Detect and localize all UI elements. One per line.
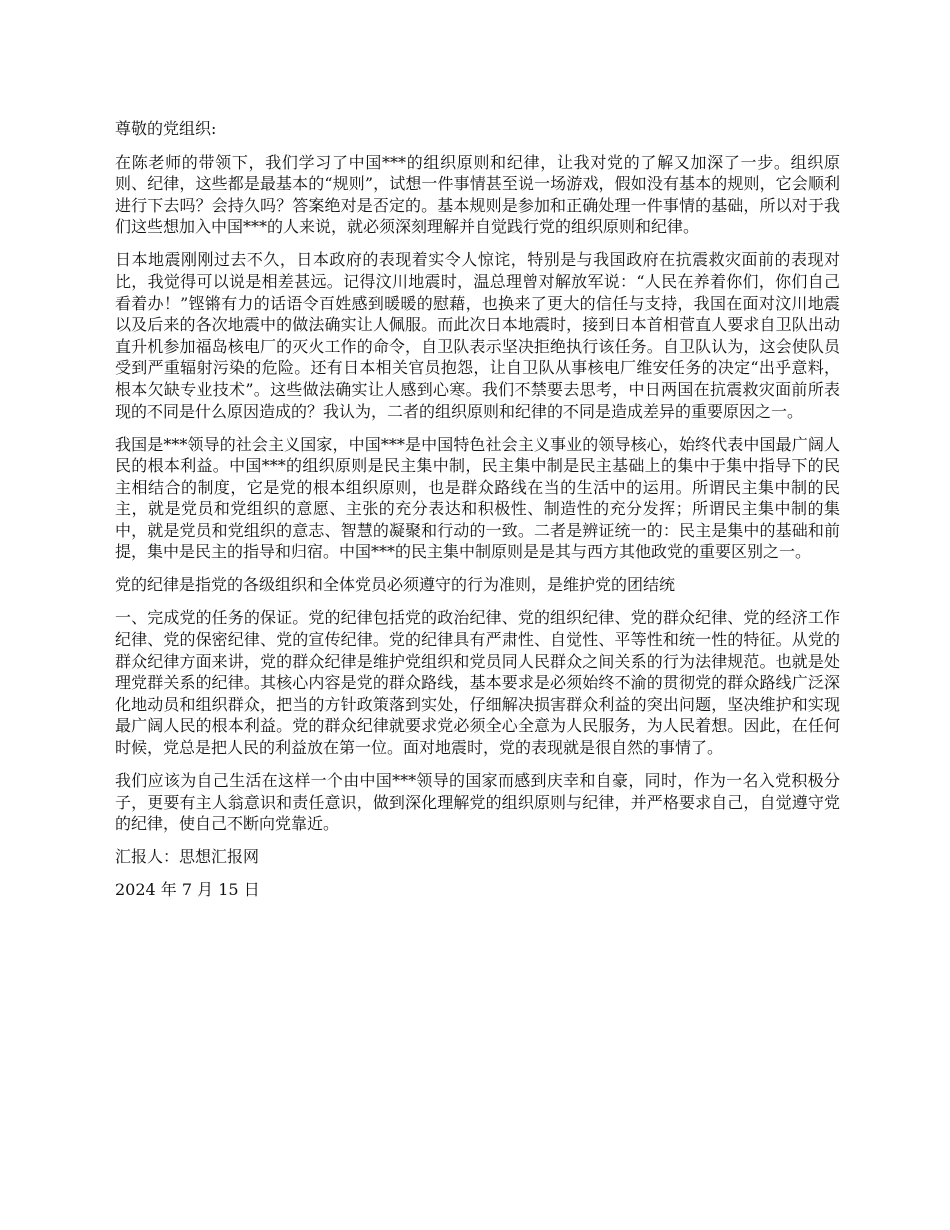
paragraph-discipline-definition: 党的纪律是指党的各级组织和全体党员必须遵守的行为准则，是维护党的团结统 (115, 575, 676, 595)
paragraph-study: 在陈老师的带领下，我们学习了中国***的组织原则和纪律，让我对党的了解又加深了一步。组织原则、纪律，这些都是最基本的“规则”，试想一件事情甚至说一场游戏，假如没有基本的规则，它会顺利进行下去吗？会持久吗？答案绝对是否定的。基本规则是参加和正确处理一件事情的基础，所以对于我们这些想加入中国***的人来说，就必须深刻理解并自觉践行党的组织原则和纪律。 (115, 152, 840, 237)
reporter-line: 汇报人：思想汇报网 (115, 847, 260, 867)
letter-greeting: 尊敬的党组织: (115, 119, 217, 138)
paragraph-discipline-details: 一、完成党的任务的保证。党的纪律包括党的政治纪律、党的组织纪律、党的群众纪律、党的经济工作纪律、党的保密纪律、党的宣传纪律。党的纪律具有严肃性、自觉性、平等性和统一性的特征。从党的群众纪律方面来讲，党的群众纪律是维护党组织和党员同人民群众之间关系的行为法律规范。也就是处理党群关系的纪律。其核心内容是党的群众路线，基本要求是必须始终不渝的贯彻党的群众路线广泛深化地动员和组织群众，把当的方针政策落到实处，仔细解决损害群众利益的突出问题，坚决维护和实现最广阔人民的根本利益。党的群众纪律就要求党必须全心全意为人民服务，为人民着想。因此，在任何时候，党总是把人民的利益放在第一位。面对地震时，党的表现就是很自然的事情了。 (115, 608, 840, 757)
paragraph-earthquake: 日本地震刚刚过去不久，日本政府的表现着实令人惊诧，特别是与我国政府在抗震救灾面前的表现对比，我觉得可以说是相差甚远。记得汶川地震时，温总理曾对解放军说：“人民在养着你们，你们自己看着办！”铿锵有力的话语令百姓感到暖暖的慰藉，也换来了更大的信任与支持，我国在面对汶川地震以及后来的各次地震中的做法确实让人佩服。而此次日本地震时，接到日本首相菅直人要求自卫队出动直升机参加福岛核电厂的灭火工作的命令，自卫队表示坚决拒绝执行该任务。自卫队认为，这会使队员受到严重辐射污染的危险。还有日本相关官员抱怨，让自卫队从事核电厂维安任务的决定“出乎意料，根本欠缺专业技术”。这些做法确实让人感到心寒。我们不禁要去思考，中日两国在抗震救灾面前所表现的不同是什么原因造成的？我认为，二者的组织原则和纪律的不同是造成差异的重要原因之一。 (115, 250, 840, 421)
letter-body (115, 118, 840, 912)
paragraph-conclusion: 我们应该为自己生活在这样一个由中国***领导的国家而感到庆幸和自豪，同时，作为一名入党积极分子，更要有主人翁意识和责任意识，做到深化理解党的组织原则与纪律，并严格要求自己，自觉遵守党的纪律，使自己不断向党靠近。 (115, 770, 840, 834)
paragraph-democratic-centralism: 我国是***领导的社会主义国家，中国***是中国特色社会主义事业的领导核心，始终代表中国最广阔人民的根本利益。中国***的组织原则是民主集中制，民主集中制是民主基础上的集中于集中指导下的民主相结合的制度，它是党的根本组织原则，也是群众路线在当的生活中的运用。所谓民主集中制的民主，就是党员和党组织的意愿、主张的充分表达和积极性、制造性的充分发挥；所谓民主集中制的集中，就是党员和党组织的意志、智慧的凝聚和行动的一致。二者是辨证统一的：民主是集中的基础和前提，集中是民主的指导和归宿。中国***的民主集中制原则是是其与西方其他政党的重要区别之一。 (115, 434, 840, 562)
date-line: 2024 年 7 月 15 日 (115, 880, 260, 900)
